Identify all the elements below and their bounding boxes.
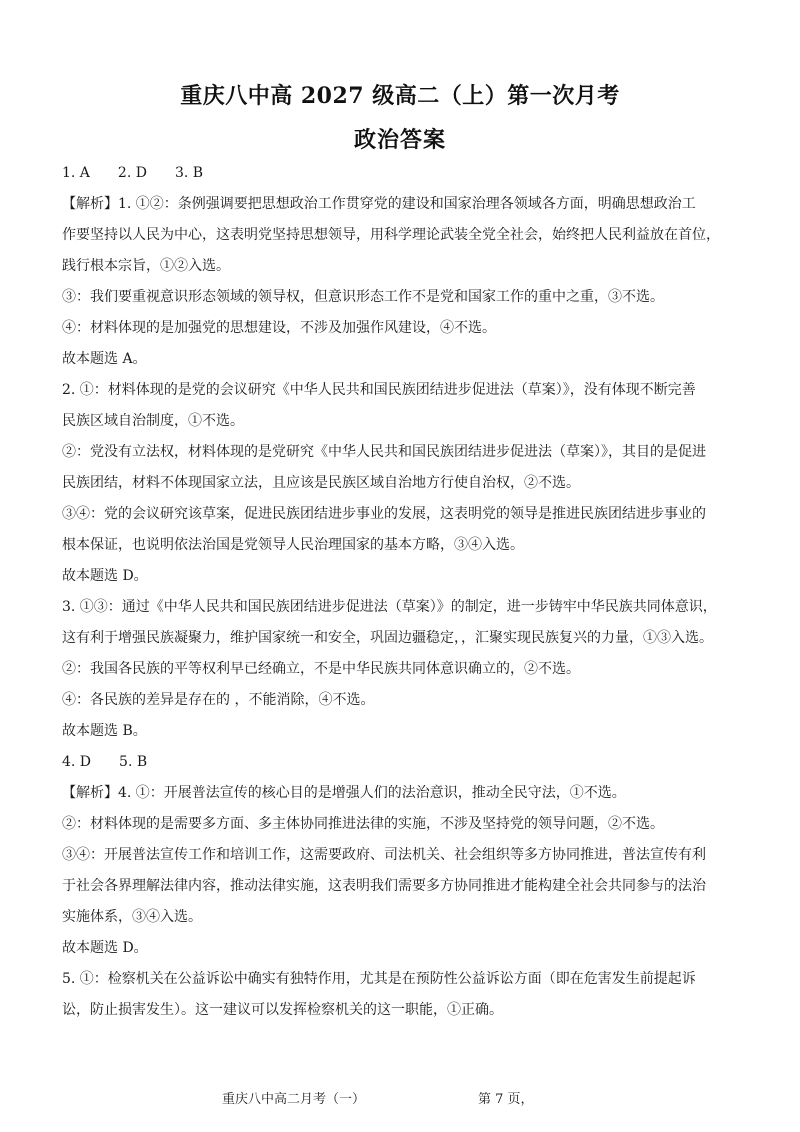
footer-page-number: 第 7 页， — [478, 1092, 534, 1107]
answer-line: 【解析】1. ①②：条例强调要把思想政治工作贯穿党的建设和国家治理各领域各方面，明确思想政治工 — [62, 196, 696, 212]
answer-line: 3. ①③：通过《中华人民共和国民族团结进步促进法（草案）》的制定，进一步铸牢中华民族共同体意识， — [62, 599, 717, 615]
answer-line: ④：材料体现的是加强党的思想建设，不涉及加强作风建设，④不选。 — [62, 320, 496, 336]
answer-line: 故本题选 B。 — [62, 723, 147, 739]
answer-line: 根本保证，也说明依法治国是党领导人民治理国家的基本方略，③④入选。 — [62, 537, 524, 553]
answer-line: 2. ①：材料体现的是党的会议研究《中华人民共和国民族团结进步促进法（草案）》，没有体现不断完善 — [62, 382, 696, 398]
answer-line: ③：我们要重视意识形态领域的领导权，但意识形态工作不是党和国家工作的重中之重，③不选。 — [62, 289, 664, 305]
answer-line: ②：党没有立法权，材料体现的是党研究《中华人民共和国民族团结进步促进法（草案）》，其目的是促进 — [62, 444, 706, 460]
answer-line: 作要坚持以人民为中心，这表明党坚持思想领导，用科学理论武装全党全社会，始终把人民利益放在首位， — [62, 227, 720, 243]
footer-exam-name: 重庆八中高二月考（一） — [222, 1092, 366, 1107]
document-title: 重庆八中高 2027 级高二（上）第一次月考 — [180, 83, 620, 109]
answer-line: 故本题选 D。 — [62, 568, 148, 584]
document-subtitle: 政治答案 — [353, 127, 446, 153]
answer-line: 于社会各界理解法律内容，推动法律实施，这表明我们需要多方协同推进才能构建全社会共同参与的法治 — [62, 878, 706, 894]
answer-line: 4. D 5. B — [62, 754, 148, 770]
answer-line: 讼，防止损害发生）。这一建议可以发挥检察机关的这一职能，①正确。 — [62, 1002, 503, 1018]
answer-line: ④：各民族的差异是存在的 ，不能消除，④不选。 — [62, 692, 375, 708]
answer-line: 故本题选 A。 — [62, 351, 147, 367]
answer-line: ③④：开展普法宣传工作和培训工作，这需要政府、司法机关、社会组织等多方协同推进，普法宣传有利 — [62, 847, 706, 863]
page-footer — [0, 1088, 800, 1108]
answer-body — [62, 158, 752, 1026]
answer-line: ③④：党的会议研究该草案，促进民族团结进步事业的发展，这表明党的领导是推进民族团结进步事业的 — [62, 506, 706, 522]
answer-line: 1. A 2. D 3. B — [62, 165, 204, 181]
answer-line: 【解析】4. ①：开展普法宣传的核心目的是增强人们的法治意识，推动全民守法，①不选。 — [62, 785, 626, 801]
answer-line: 这有利于增强民族凝聚力，维护国家统一和安全，巩固边疆稳定，，汇聚实现民族复兴的力量，①③入选。 — [62, 630, 713, 646]
answer-line: 民族团结，材料不体现国家立法，且应该是民族区域自治地方行使自治权，②不选。 — [62, 475, 580, 491]
answer-line: ②：材料体现的是需要多方面、多主体协同推进法律的实施，不涉及坚持党的领导问题，②不选。 — [62, 816, 664, 832]
answer-line: 5. ①：检察机关在公益诉讼中确实有独特作用，尤其是在预防性公益诉讼方面（即在危害发生前提起诉 — [62, 971, 696, 987]
answer-line: ②：我国各民族的平等权利早已经确立，不是中华民族共同体意识确立的，②不选。 — [62, 661, 580, 677]
answer-line: 故本题选 D。 — [62, 940, 148, 956]
answer-line: 践行根本宗旨，①②入选。 — [62, 258, 230, 274]
answer-line: 实施体系，③④入选。 — [62, 909, 202, 925]
answer-line: 民族区域自治制度，①不选。 — [62, 413, 244, 429]
